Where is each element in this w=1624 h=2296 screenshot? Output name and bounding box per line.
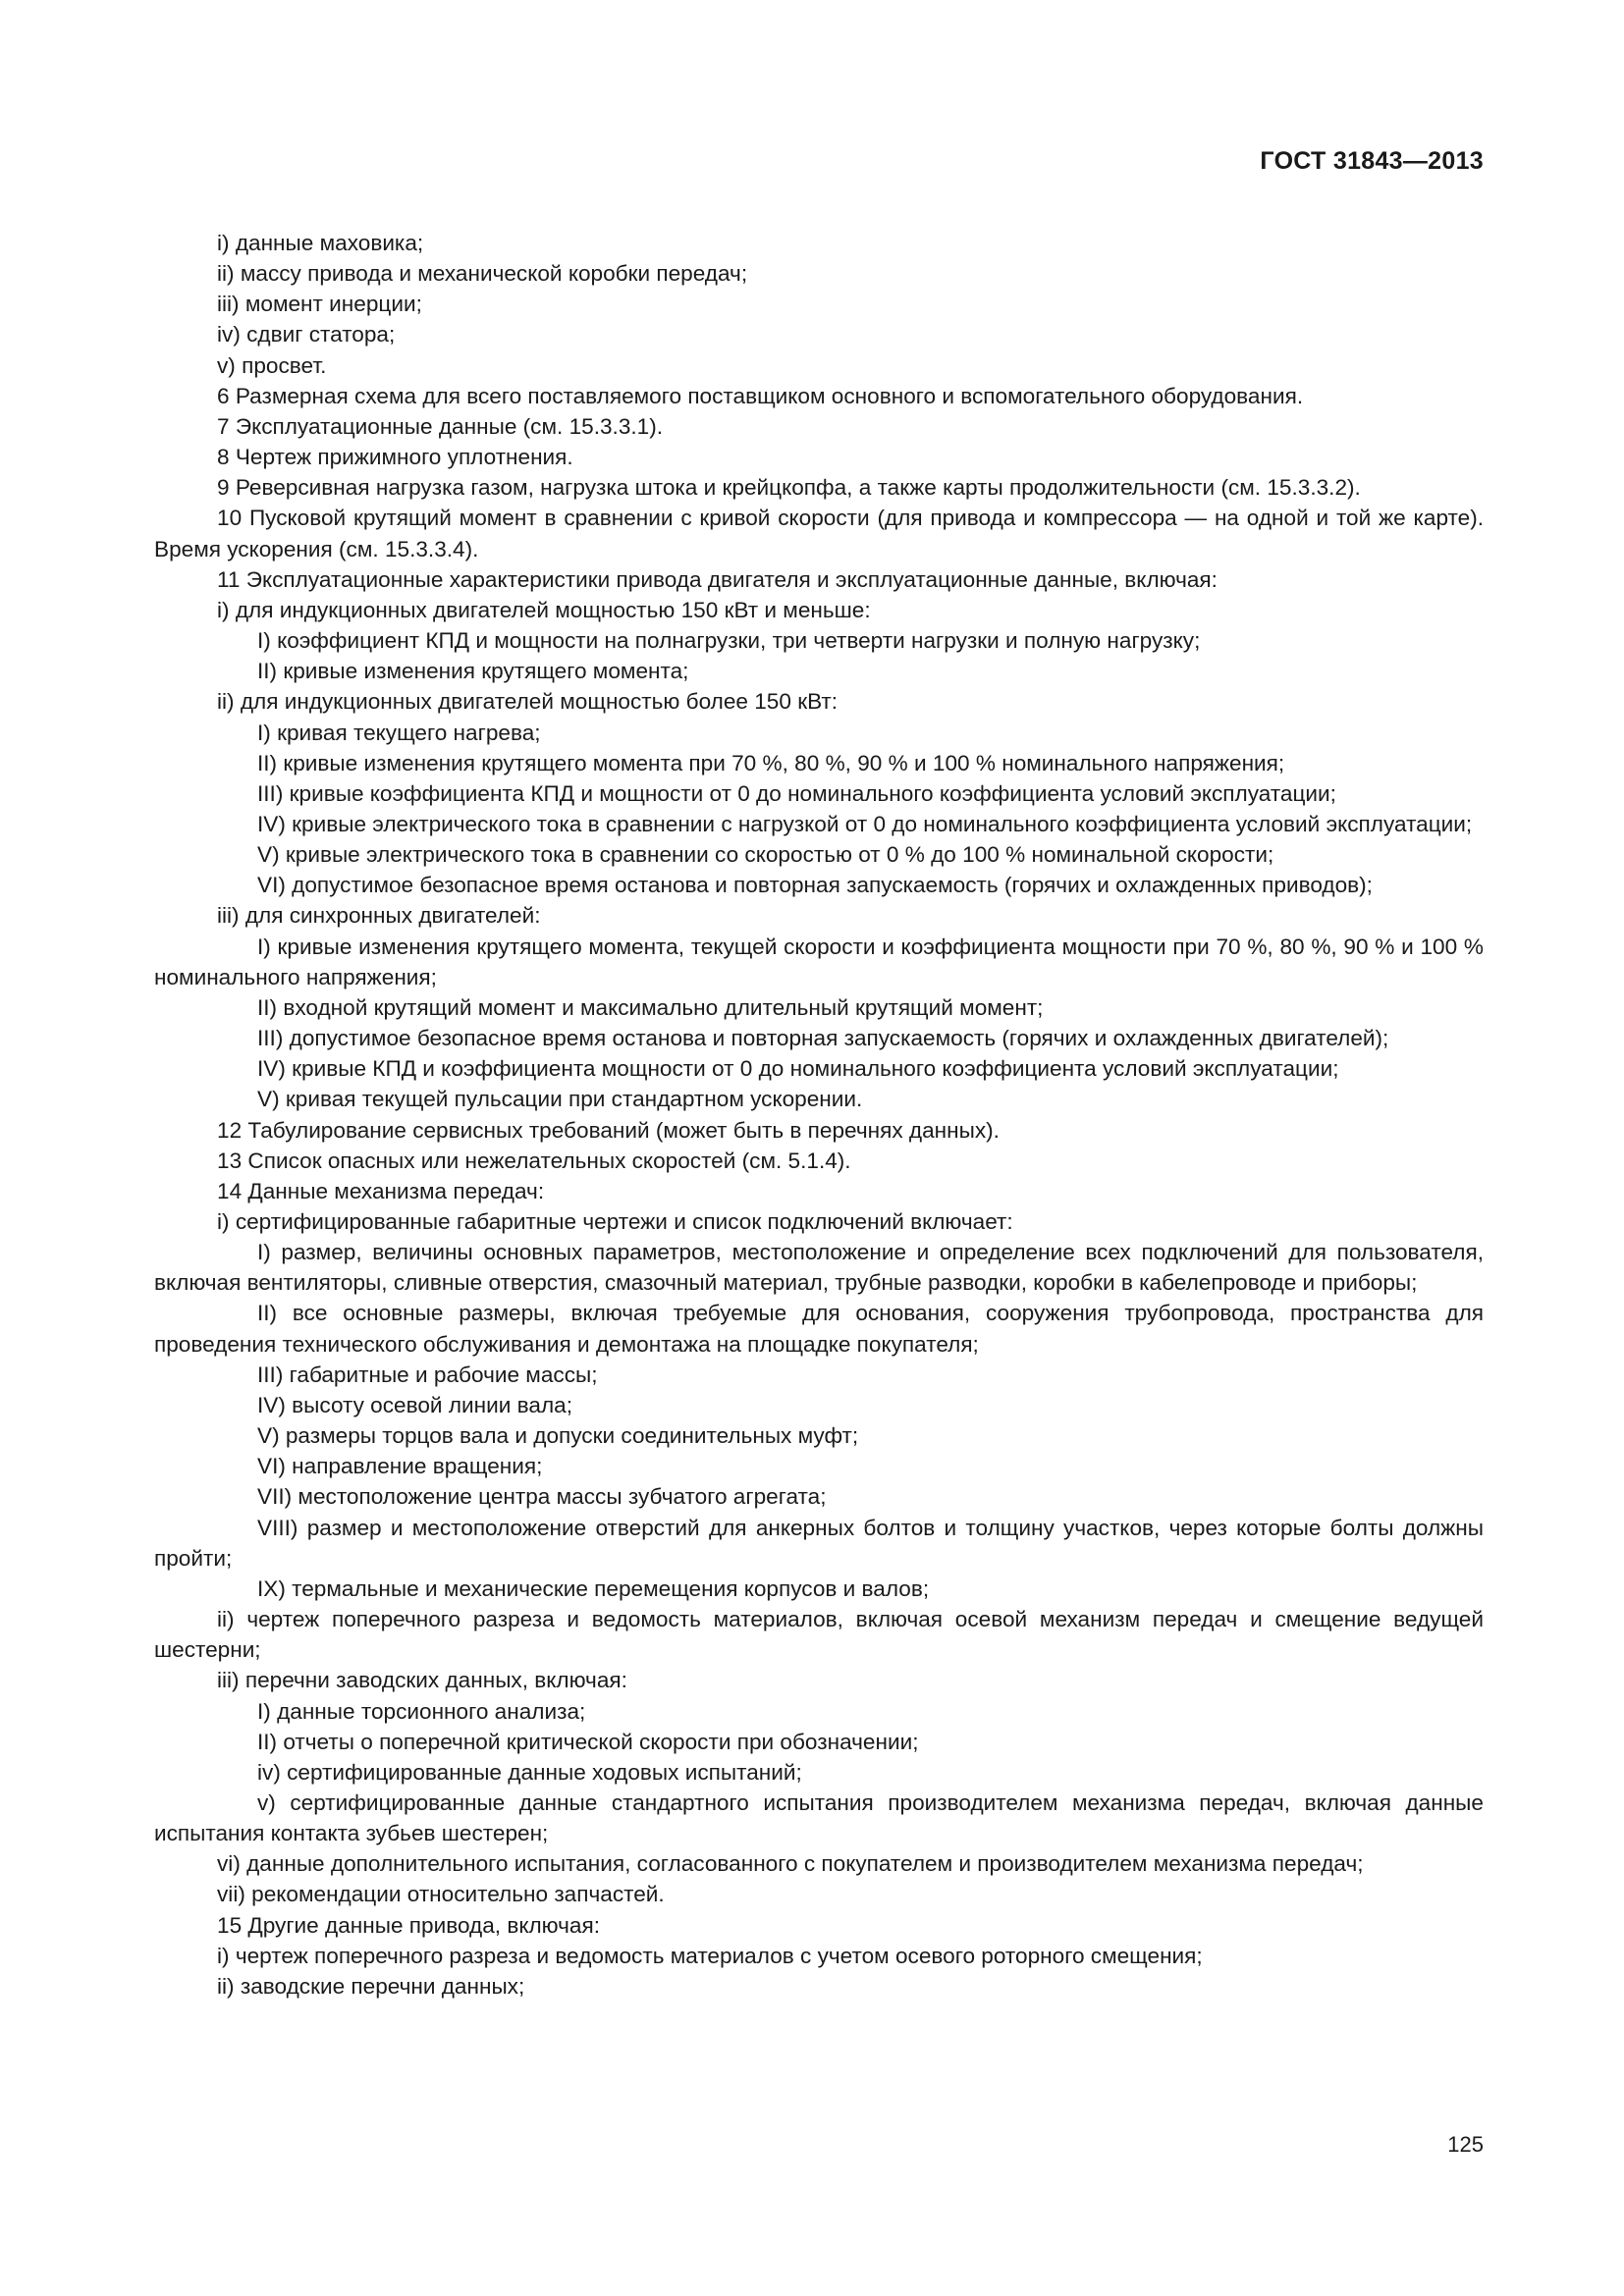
text-paragraph: III) допустимое безопасное время останова и повторная запускаемость (горячих и охлажденных двигателей); [257, 1026, 1389, 1051]
page-header-standard: ГОСТ 31843—2013 [1260, 147, 1484, 175]
text-paragraph: i) данные маховика; [217, 231, 424, 255]
text-paragraph: ii) заводские перечни данных; [217, 1973, 525, 1999]
text-paragraph: II) все основные размеры, включая требуемые для основания, сооружения трубопровода, пространства для проведения технического обслуживания и демонтажа на площадке покупателя; [154, 1301, 1484, 1357]
text-paragraph: iii) перечни заводских данных, включая: [217, 1668, 627, 1693]
text-paragraph: vii) рекомендации относительно запчастей. [217, 1882, 665, 1907]
text-paragraph: 13 Список опасных или нежелательных скоростей (см. 5.1.4). [217, 1148, 851, 1173]
text-paragraph: V) размеры торцов вала и допуски соединительных муфт; [257, 1423, 859, 1449]
text-paragraph: II) кривые изменения крутящего момента; [257, 659, 689, 684]
text-paragraph: I) данные торсионного анализа; [257, 1698, 586, 1724]
text-paragraph: 7 Эксплуатационные данные (см. 15.3.3.1). [217, 413, 664, 439]
text-paragraph: IX) термальные и механические перемещения корпусов и валов; [257, 1575, 930, 1601]
text-paragraph: IV) высоту осевой линии вала; [257, 1392, 572, 1417]
document-body [154, 228, 1484, 2002]
text-paragraph: VIII) размер и местоположение отверстий для анкерных болтов и толщину участков, через которые болты должны пройти; [154, 1515, 1484, 1571]
text-paragraph: I) размер, величины основных параметров, местоположение и определение всех подключений для пользователя, включая вентиляторы, сливные отверстия, смазочный материал, трубные разводки, коробки в кабелепроводе и приборы; [154, 1240, 1484, 1296]
text-paragraph: I) кривые изменения крутящего момента, текущей скорости и коэффициента мощности при 70 %, 80 %, 90 % и 100 % номинального напряжения; [154, 934, 1484, 989]
text-paragraph: III) кривые коэффициента КПД и мощности от 0 до номинального коэффициента условий эксплуатации; [257, 780, 1336, 806]
text-paragraph: iv) сдвиг статора; [217, 322, 396, 347]
text-paragraph: II) отчеты о поперечной критической скорости при обозначении; [257, 1729, 919, 1754]
text-paragraph: VII) местоположение центра массы зубчатого агрегата; [257, 1484, 827, 1510]
text-paragraph: i) чертеж поперечного разреза и ведомость материалов с учетом осевого роторного смещения; [217, 1943, 1203, 1968]
text-paragraph: I) коэффициент КПД и мощности на полнагрузки, три четверти нагрузки и полную нагрузку; [257, 628, 1201, 654]
text-paragraph: ii) массу привода и механической коробки передач; [217, 261, 748, 287]
text-paragraph: 9 Реверсивная нагрузка газом, нагрузка штока и крейцкопфа, а также карты продолжительности (см. 15.3.3.2). [217, 475, 1361, 501]
text-paragraph: i) для индукционных двигателей мощностью 150 кВт и меньше: [217, 597, 871, 622]
text-paragraph: i) сертифицированные габаритные чертежи и список подключений включает: [217, 1209, 1013, 1234]
text-paragraph: iii) для синхронных двигателей: [217, 903, 541, 929]
text-paragraph: VI) направление вращения; [257, 1454, 543, 1479]
text-paragraph: 12 Табулирование сервисных требований (может быть в перечнях данных). [217, 1117, 1000, 1143]
text-paragraph: 15 Другие данные привода, включая: [217, 1912, 600, 1938]
text-paragraph: II) входной крутящий момент и максимально длительный крутящий момент; [257, 994, 1044, 1020]
text-paragraph: V) кривые электрического тока в сравнении со скоростью от 0 % до 100 % номинальной скорости; [257, 842, 1274, 868]
text-paragraph: ii) чертеж поперечного разреза и ведомость материалов, включая осевой механизм передач и смещение ведущей шестерни; [154, 1607, 1484, 1663]
text-paragraph: V) кривая текущей пульсации при стандартном ускорении. [257, 1087, 863, 1112]
text-paragraph: ii) для индукционных двигателей мощностью более 150 кВт: [217, 689, 839, 715]
text-paragraph: iii) момент инерции; [217, 292, 422, 317]
text-paragraph: I) кривая текущего нагрева; [257, 720, 541, 745]
text-paragraph: II) кривые изменения крутящего момента при 70 %, 80 %, 90 % и 100 % номинального напряжения; [257, 750, 1285, 775]
text-paragraph: IV) кривые электрического тока в сравнении с нагрузкой от 0 до номинального коэффициента условий эксплуатации; [257, 811, 1473, 836]
text-paragraph: 6 Размерная схема для всего поставляемого поставщиком основного и вспомогательного оборудования. [217, 383, 1304, 408]
text-paragraph: IV) кривые КПД и коэффициента мощности от 0 до номинального коэффициента условий эксплуатации; [257, 1056, 1339, 1082]
text-paragraph: VI) допустимое безопасное время останова и повторная запускаемость (горячих и охлажденных приводов); [257, 873, 1373, 898]
text-paragraph: v) сертифицированные данные стандартного испытания производителем механизма передач, включая данные испытания контакта зубьев шестерен; [154, 1789, 1484, 1846]
text-paragraph: III) габаритные и рабочие массы; [257, 1362, 598, 1387]
text-paragraph: 14 Данные механизма передач: [217, 1178, 545, 1203]
text-paragraph: 11 Эксплуатационные характеристики привода двигателя и эксплуатационные данные, включая: [217, 566, 1218, 592]
text-paragraph: 10 Пусковой крутящий момент в сравнении с кривой скорости (для привода и компрессора — на одной и той же карте). Время ускорения (см. 15.3.3.4). [154, 506, 1484, 561]
text-paragraph: 8 Чертеж прижимного уплотнения. [217, 445, 573, 470]
text-paragraph: vi) данные дополнительного испытания, согласованного с покупателем и производителем механизма передач; [217, 1851, 1364, 1877]
text-paragraph: iv) сертифицированные данные ходовых испытаний; [257, 1759, 802, 1785]
text-paragraph: v) просвет. [217, 352, 327, 378]
page-number: 125 [1447, 2132, 1484, 2157]
